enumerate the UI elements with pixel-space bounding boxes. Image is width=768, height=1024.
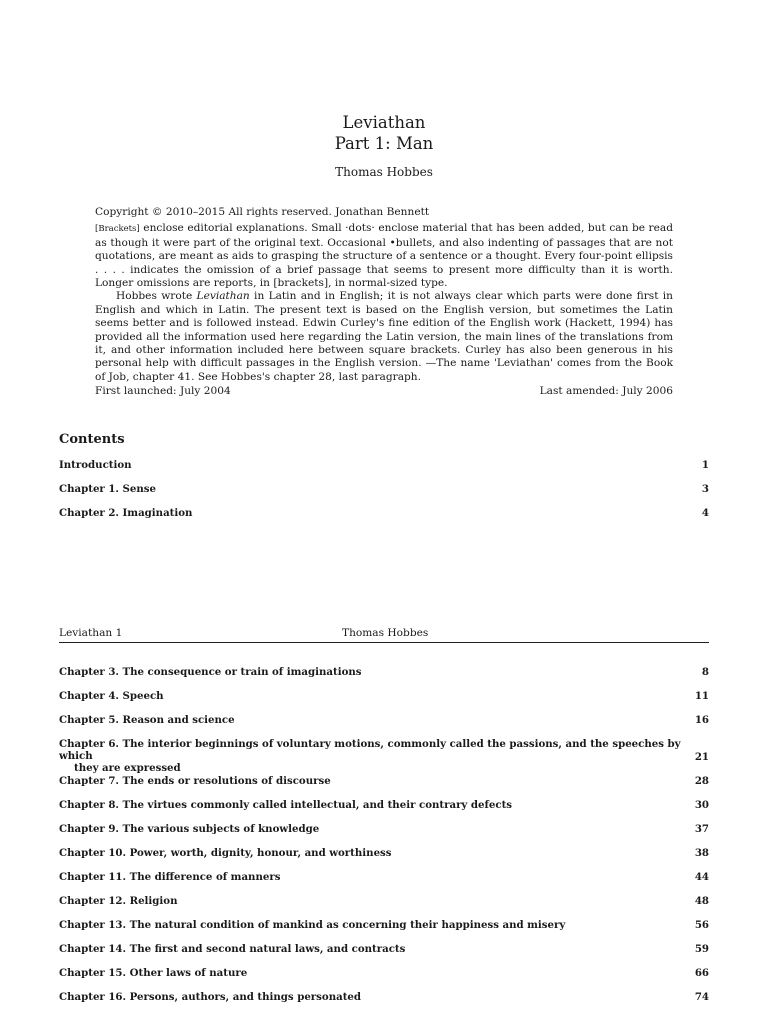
toc-entry-title: Chapter 16. Persons, authors, and things personated — [59, 991, 362, 1003]
toc-entry-title: Chapter 6. The interior beginnings of voluntary motions, commonly called the passions, and the speeches by which — [59, 738, 681, 762]
toc-entry-page: 3 — [701, 483, 709, 495]
toc-entry-page: 28 — [694, 775, 709, 787]
brackets-label: [Brackets] — [95, 224, 140, 235]
toc-entry[interactable] — [59, 507, 709, 519]
toc-entry-page: 44 — [694, 871, 709, 883]
intro-paragraph — [95, 290, 673, 384]
toc-entry-title: Chapter 15. Other laws of nature — [59, 967, 248, 979]
contents-heading: Contents — [59, 432, 125, 447]
title-line-2: Part 1: Man — [334, 134, 434, 153]
toc-entry-page: 11 — [694, 690, 709, 702]
toc-entry[interactable] — [59, 459, 709, 471]
toc-entry[interactable] — [59, 967, 709, 979]
toc-entry[interactable] — [59, 871, 709, 883]
toc-entry-page: 4 — [701, 507, 709, 519]
intro-italic-title: Leviathan — [196, 290, 250, 303]
toc-entry-title: Chapter 4. Speech — [59, 690, 164, 702]
toc-entry-page: 37 — [694, 823, 709, 835]
toc-entry[interactable] — [59, 919, 709, 931]
author-name: Thomas Hobbes — [335, 165, 433, 179]
toc-entry[interactable] — [59, 895, 709, 907]
toc-entry[interactable] — [59, 799, 709, 811]
intro-text-a: Hobbes wrote — [116, 290, 197, 303]
running-header — [59, 627, 709, 641]
toc-entry[interactable] — [59, 738, 709, 774]
toc-entry-title: Chapter 13. The natural condition of mankind as concerning their happiness and misery — [59, 919, 566, 931]
toc-entry-title: Chapter 7. The ends or resolutions of discourse — [59, 775, 331, 787]
toc-entry-title: Chapter 1. Sense — [59, 483, 156, 495]
toc-entry-page: 30 — [694, 799, 709, 811]
running-header-center: Thomas Hobbes — [342, 627, 429, 639]
date-line — [95, 385, 673, 397]
toc-entry-title: Chapter 10. Power, worth, dignity, honour, and worthiness — [59, 847, 392, 859]
toc-entry-page: 74 — [694, 991, 709, 1003]
toc-entry-title: Chapter 3. The consequence or train of imaginations — [59, 666, 362, 678]
intro-text-b: in Latin and in English; it is not always clear which parts were done first in English and which in Latin. The present text is based on the English version, but sometimes the Latin seems better and is followed instead. Edwin Curley's fine edition of the English work (Hackett, 1994) has provided all the information used here regarding the Latin version, the main lines of the translations from it, and other information included here between square brackets. Curley has also been generous in his personal help with difficult passages in the English version. —The name 'Leviathan' comes from the Book of Job, chapter 41. See Hobbes's chapter 28, last paragraph. — [95, 290, 673, 383]
toc-entry-title: Chapter 12. Religion — [59, 895, 178, 907]
toc-entry-title: Introduction — [59, 459, 132, 471]
toc-entry-page: 38 — [694, 847, 709, 859]
toc-entry[interactable] — [59, 690, 709, 702]
toc-entry-page: 1 — [701, 459, 709, 471]
running-header-left: Leviathan 1 — [59, 627, 123, 639]
editorial-note — [95, 222, 673, 290]
toc-entry[interactable] — [59, 847, 709, 859]
copyright-line: Copyright © 2010–2015 All rights reserved. Jonathan Bennett — [95, 206, 430, 218]
editorial-note-text: enclose editorial explanations. Small ·dots· enclose material that has been added, but can be read as though it were part of the original text. Occasional •bullets, and also indenting of passages that are not quotations, are meant as aids to grasping the structure of a sentence or a thought. Every four-point ellipsis . . . . indicates the omission of a brief passage that seems to present more difficulty than it is worth. Longer omissions are reports, in [brackets], in normal-sized type. — [95, 222, 673, 290]
first-launched: First launched: July 2004 — [95, 385, 231, 397]
toc-entry[interactable] — [59, 666, 709, 678]
toc-entry[interactable] — [59, 991, 709, 1003]
toc-entry-page: 59 — [694, 943, 709, 955]
toc-entry[interactable] — [59, 714, 709, 726]
title-line-1: Leviathan — [342, 113, 426, 132]
toc-entry[interactable] — [59, 483, 709, 495]
toc-entry-page: 21 — [694, 751, 709, 763]
toc-entry-title: Chapter 11. The difference of manners — [59, 871, 281, 883]
toc-entry-page: 66 — [694, 967, 709, 979]
toc-entry-title: Chapter 2. Imagination — [59, 507, 193, 519]
toc-entry-page: 48 — [694, 895, 709, 907]
toc-entry[interactable] — [59, 943, 709, 955]
toc-entry-title-continued: they are expressed — [74, 762, 181, 774]
toc-entry-page: 16 — [694, 714, 709, 726]
toc-entry-title: Chapter 8. The virtues commonly called intellectual, and their contrary defects — [59, 799, 513, 811]
toc-entry[interactable] — [59, 775, 709, 787]
last-amended: Last amended: July 2006 — [539, 385, 673, 397]
toc-entry-title: Chapter 5. Reason and science — [59, 714, 235, 726]
toc-entry[interactable] — [59, 823, 709, 835]
toc-entry-title: Chapter 14. The first and second natural laws, and contracts — [59, 943, 406, 955]
header-rule — [59, 642, 709, 643]
toc-entry-page: 56 — [694, 919, 709, 931]
toc-entry-page: 8 — [701, 666, 709, 678]
front-matter — [95, 206, 673, 384]
toc-entry-title: Chapter 9. The various subjects of knowledge — [59, 823, 320, 835]
document-title — [0, 112, 768, 154]
